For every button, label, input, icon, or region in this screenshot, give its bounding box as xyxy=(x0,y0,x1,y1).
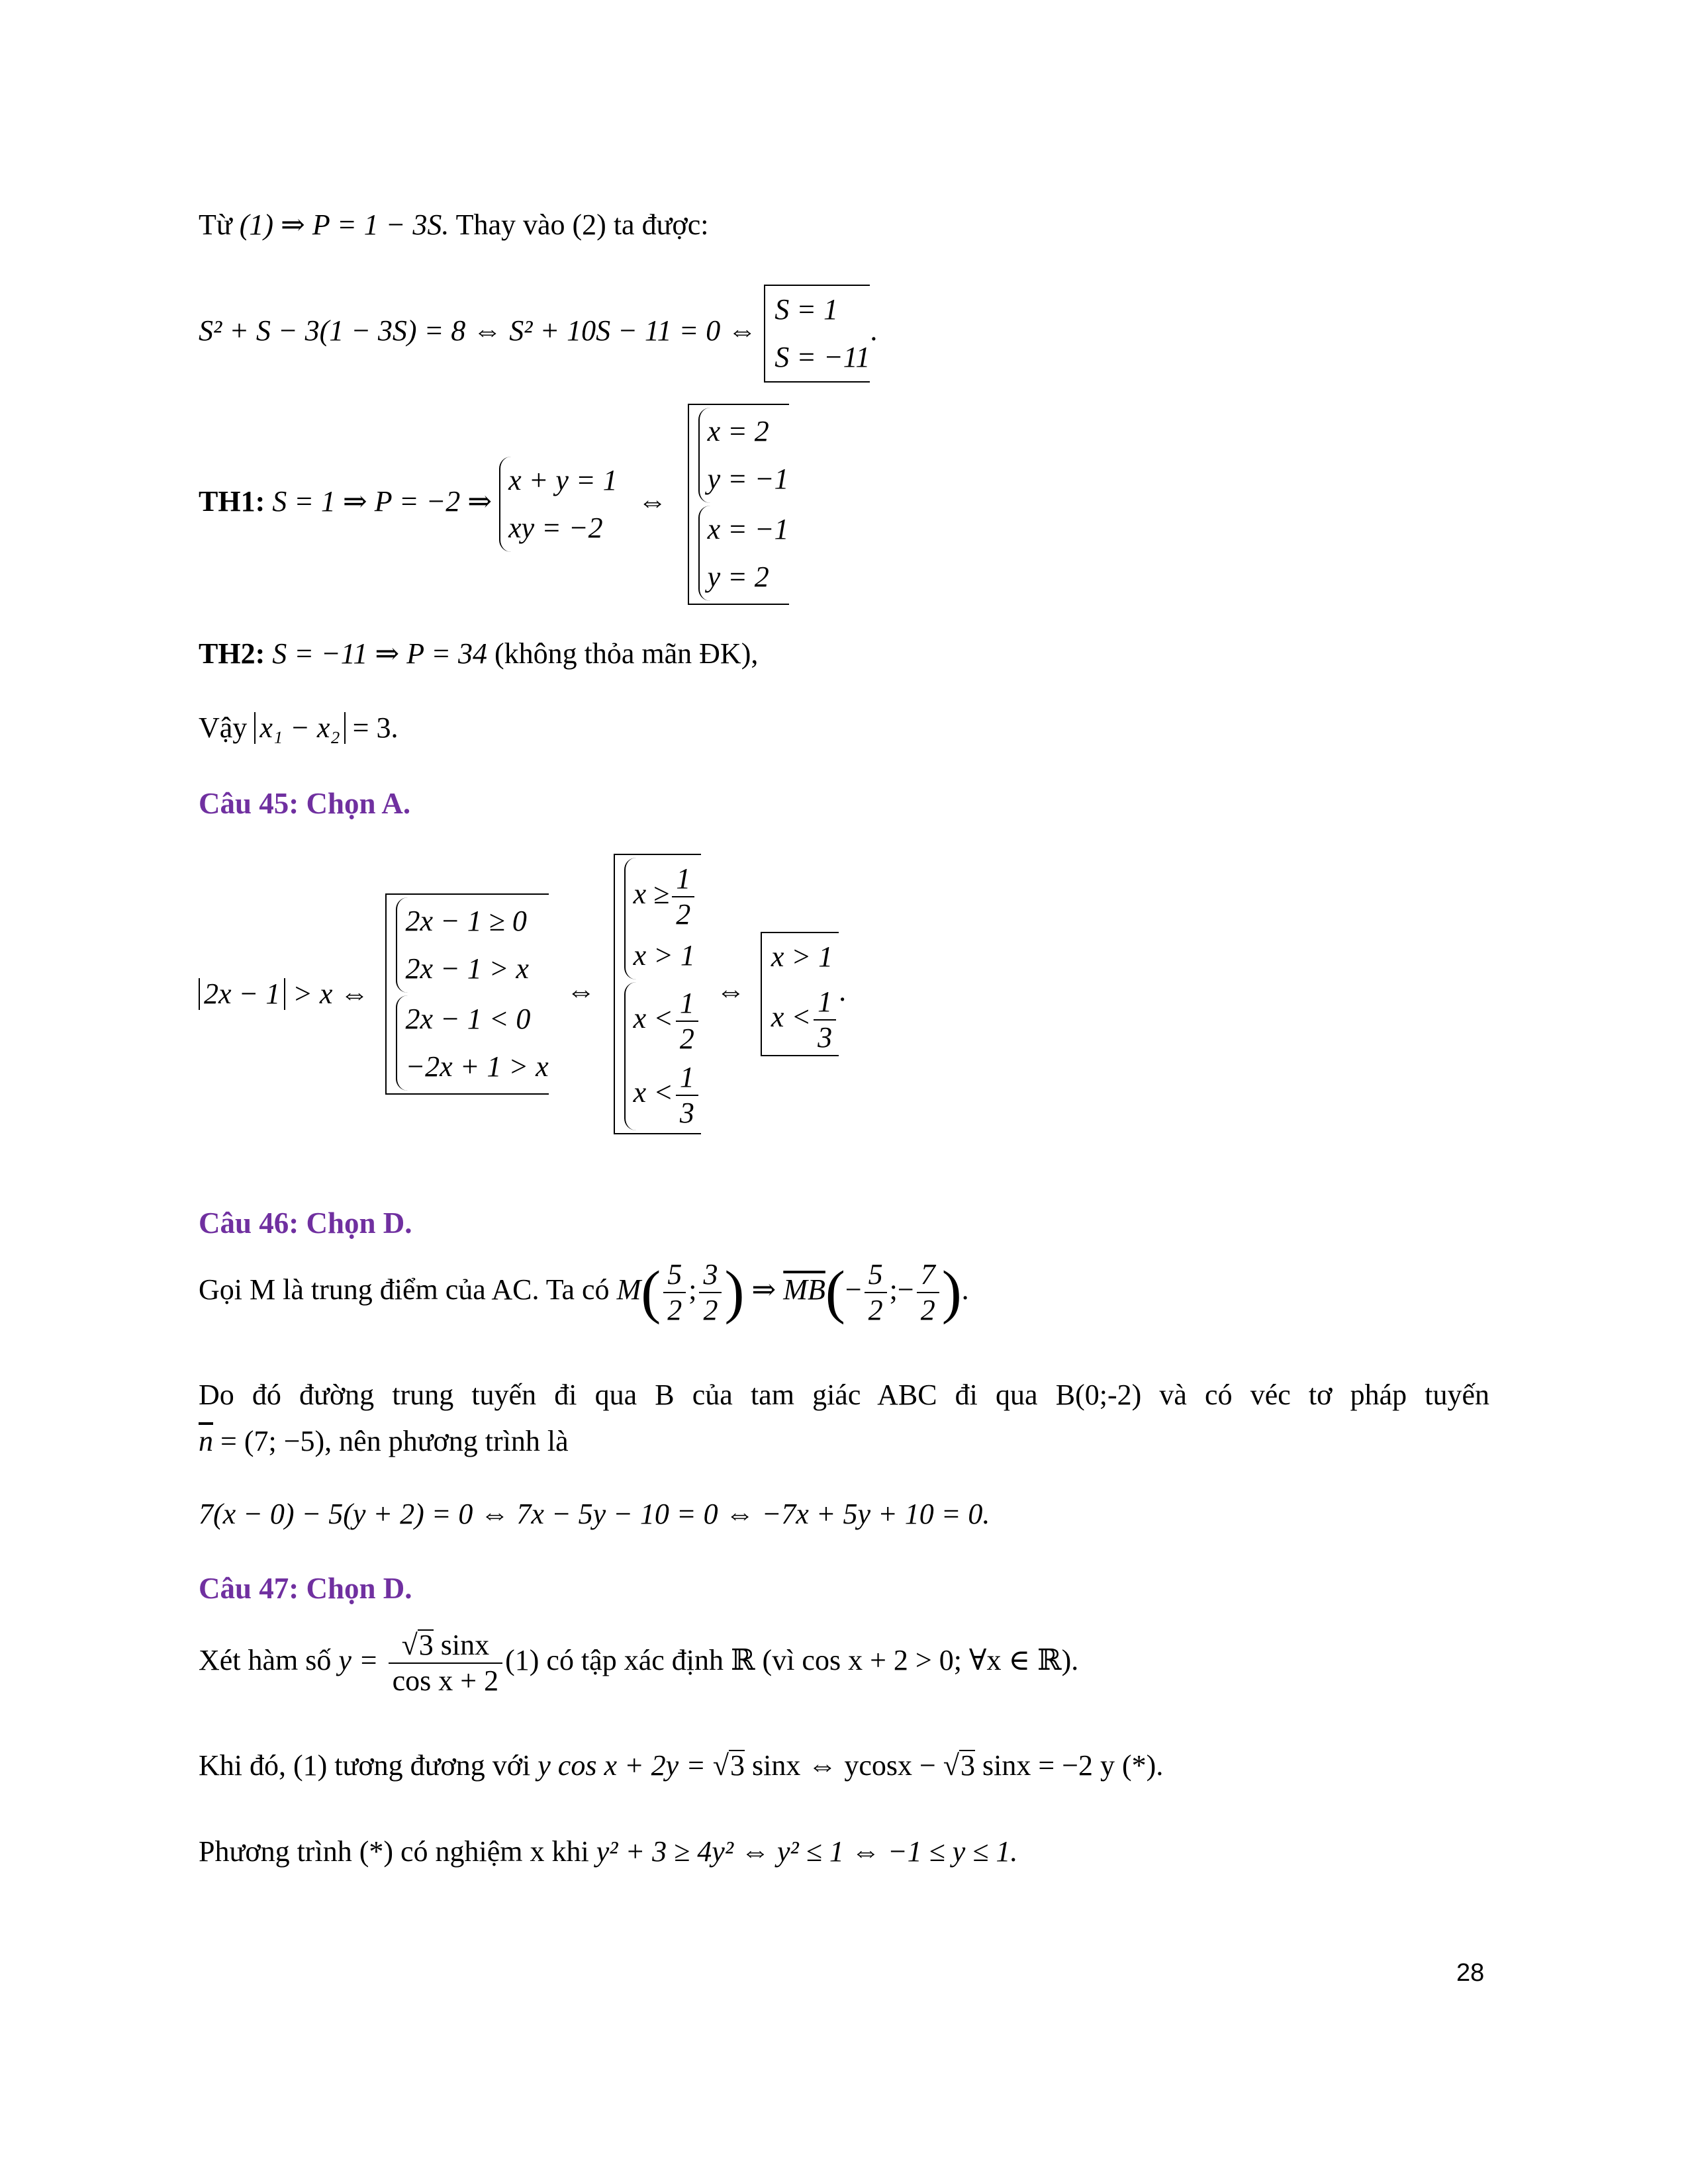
question-47-equivalence-line: Khi đó, (1) tương đương với y cos x + 2y = √3 sinx ⇔ ycosx − √3 sinx = −2 y (*). xyxy=(199,1749,1164,1782)
solution-bracket: S = 1 S = −11 xyxy=(764,285,870,383)
case-label: TH2: xyxy=(199,637,265,670)
solutions-bracket: x = 2 y = −1 x = −1 y = 2 xyxy=(688,404,789,605)
question-46-equation: 7(x − 0) − 5(y + 2) = 0 ⇔ 7x − 5y − 10 = 0 ⇔ −7x + 5y + 10 = 0. xyxy=(199,1498,990,1530)
conclusion-line: Vậy x₁ − x₂ = 3. xyxy=(199,711,399,744)
question-46-heading: Câu 46: Chọn D. xyxy=(199,1206,412,1240)
solution-line-1: Từ (1) ⇒ P = 1 − 3S. Thay vào (2) ta được: xyxy=(199,208,709,241)
case-label: TH1: xyxy=(199,485,265,518)
question-45-heading: Câu 45: Chọn A. xyxy=(199,787,411,820)
question-47-heading: Câu 47: Chọn D. xyxy=(199,1572,412,1605)
question-46-normal-vector-line: $\overline{n} = (7$; −5), nên phương trình là xyxy=(199,1425,569,1457)
condition-bracket: 2x − 1 ≥ 0 2x − 1 > x 2x − 1 < 0 −2x + 1 > x xyxy=(385,893,548,1095)
final-bracket: x > 1 x < $\frac{1}{3}$ xyxy=(761,932,839,1056)
question-46-text: Do đó đường trung tuyến đi qua B của tam giác ABC đi qua B(0;-2) và có véc tơ pháp tuyến xyxy=(199,1379,1489,1411)
case-2-line: TH2: S = −11 ⇒ P = 34 (không thỏa mãn ĐK), xyxy=(199,637,759,670)
question-45-solution: 2x − 1 > x ⇔ 2x − 1 ≥ 0 2x − 1 > x 2x − 1 < 0 −2x + 1 > x ⇔ x ≥ $\frac{1}{2}$ x > 1 x < $\frac{1}{2}$ x < $\frac{1}{3}$ ⇔ x > 1 x < $\frac{1}{3}$ . xyxy=(199,854,846,1134)
page-number: 28 xyxy=(1456,1959,1485,1987)
system-brace: x + y = 1 xy = −2 xyxy=(499,457,617,552)
math-expression: (1) ⇒ P = 1 − 3S. xyxy=(239,208,449,241)
case-1-line: TH1: S = 1 ⇒ P = −2 ⇒ x + y = 1 xy = −2 ⇔ x = 2 y = −1 x = −1 y = 2 xyxy=(199,404,789,605)
question-47-function-line: Xét hàm số y = $\frac{√3 \sin x}{\text{cos x + 2}}$ (1) có tập xác định ℝ (vì cos x + 2 > 0; ∀x ∈ ℝ). xyxy=(199,1629,1079,1697)
intermediate-bracket: x ≥ $\frac{1}{2}$ x > 1 x < $\frac{1}{2}$ x < $\frac{1}{3}$ xyxy=(614,854,701,1134)
question-46-midpoint-line: Gọi M là trung điểm của AC. Ta có M( $\frac{5}{2}$ ; $\frac{3}{2}$ ) ⇒ $\overline{MB}(-$ $\frac{5}{2}$ ;− $\frac{7}{2}$ ). xyxy=(199,1258,969,1326)
vector-mb: $\overline{MB}$ xyxy=(783,1273,825,1306)
question-47-condition-line: Phương trình (*) có nghiệm x khi y² + 3 ≥ 4y² ⇔ y² ≤ 1 ⇔ −1 ≤ y ≤ 1. xyxy=(199,1835,1018,1868)
vector-n: $\overline{n}$ xyxy=(199,1425,213,1457)
quadratic-equation-line: S² + S − 3(1 − 3S) = 8 ⇔ S² + 10S − 11 = 0 ⇔ S = 1 S = −11 . xyxy=(199,285,877,383)
absolute-value: x₁ − x₂ xyxy=(254,712,345,744)
